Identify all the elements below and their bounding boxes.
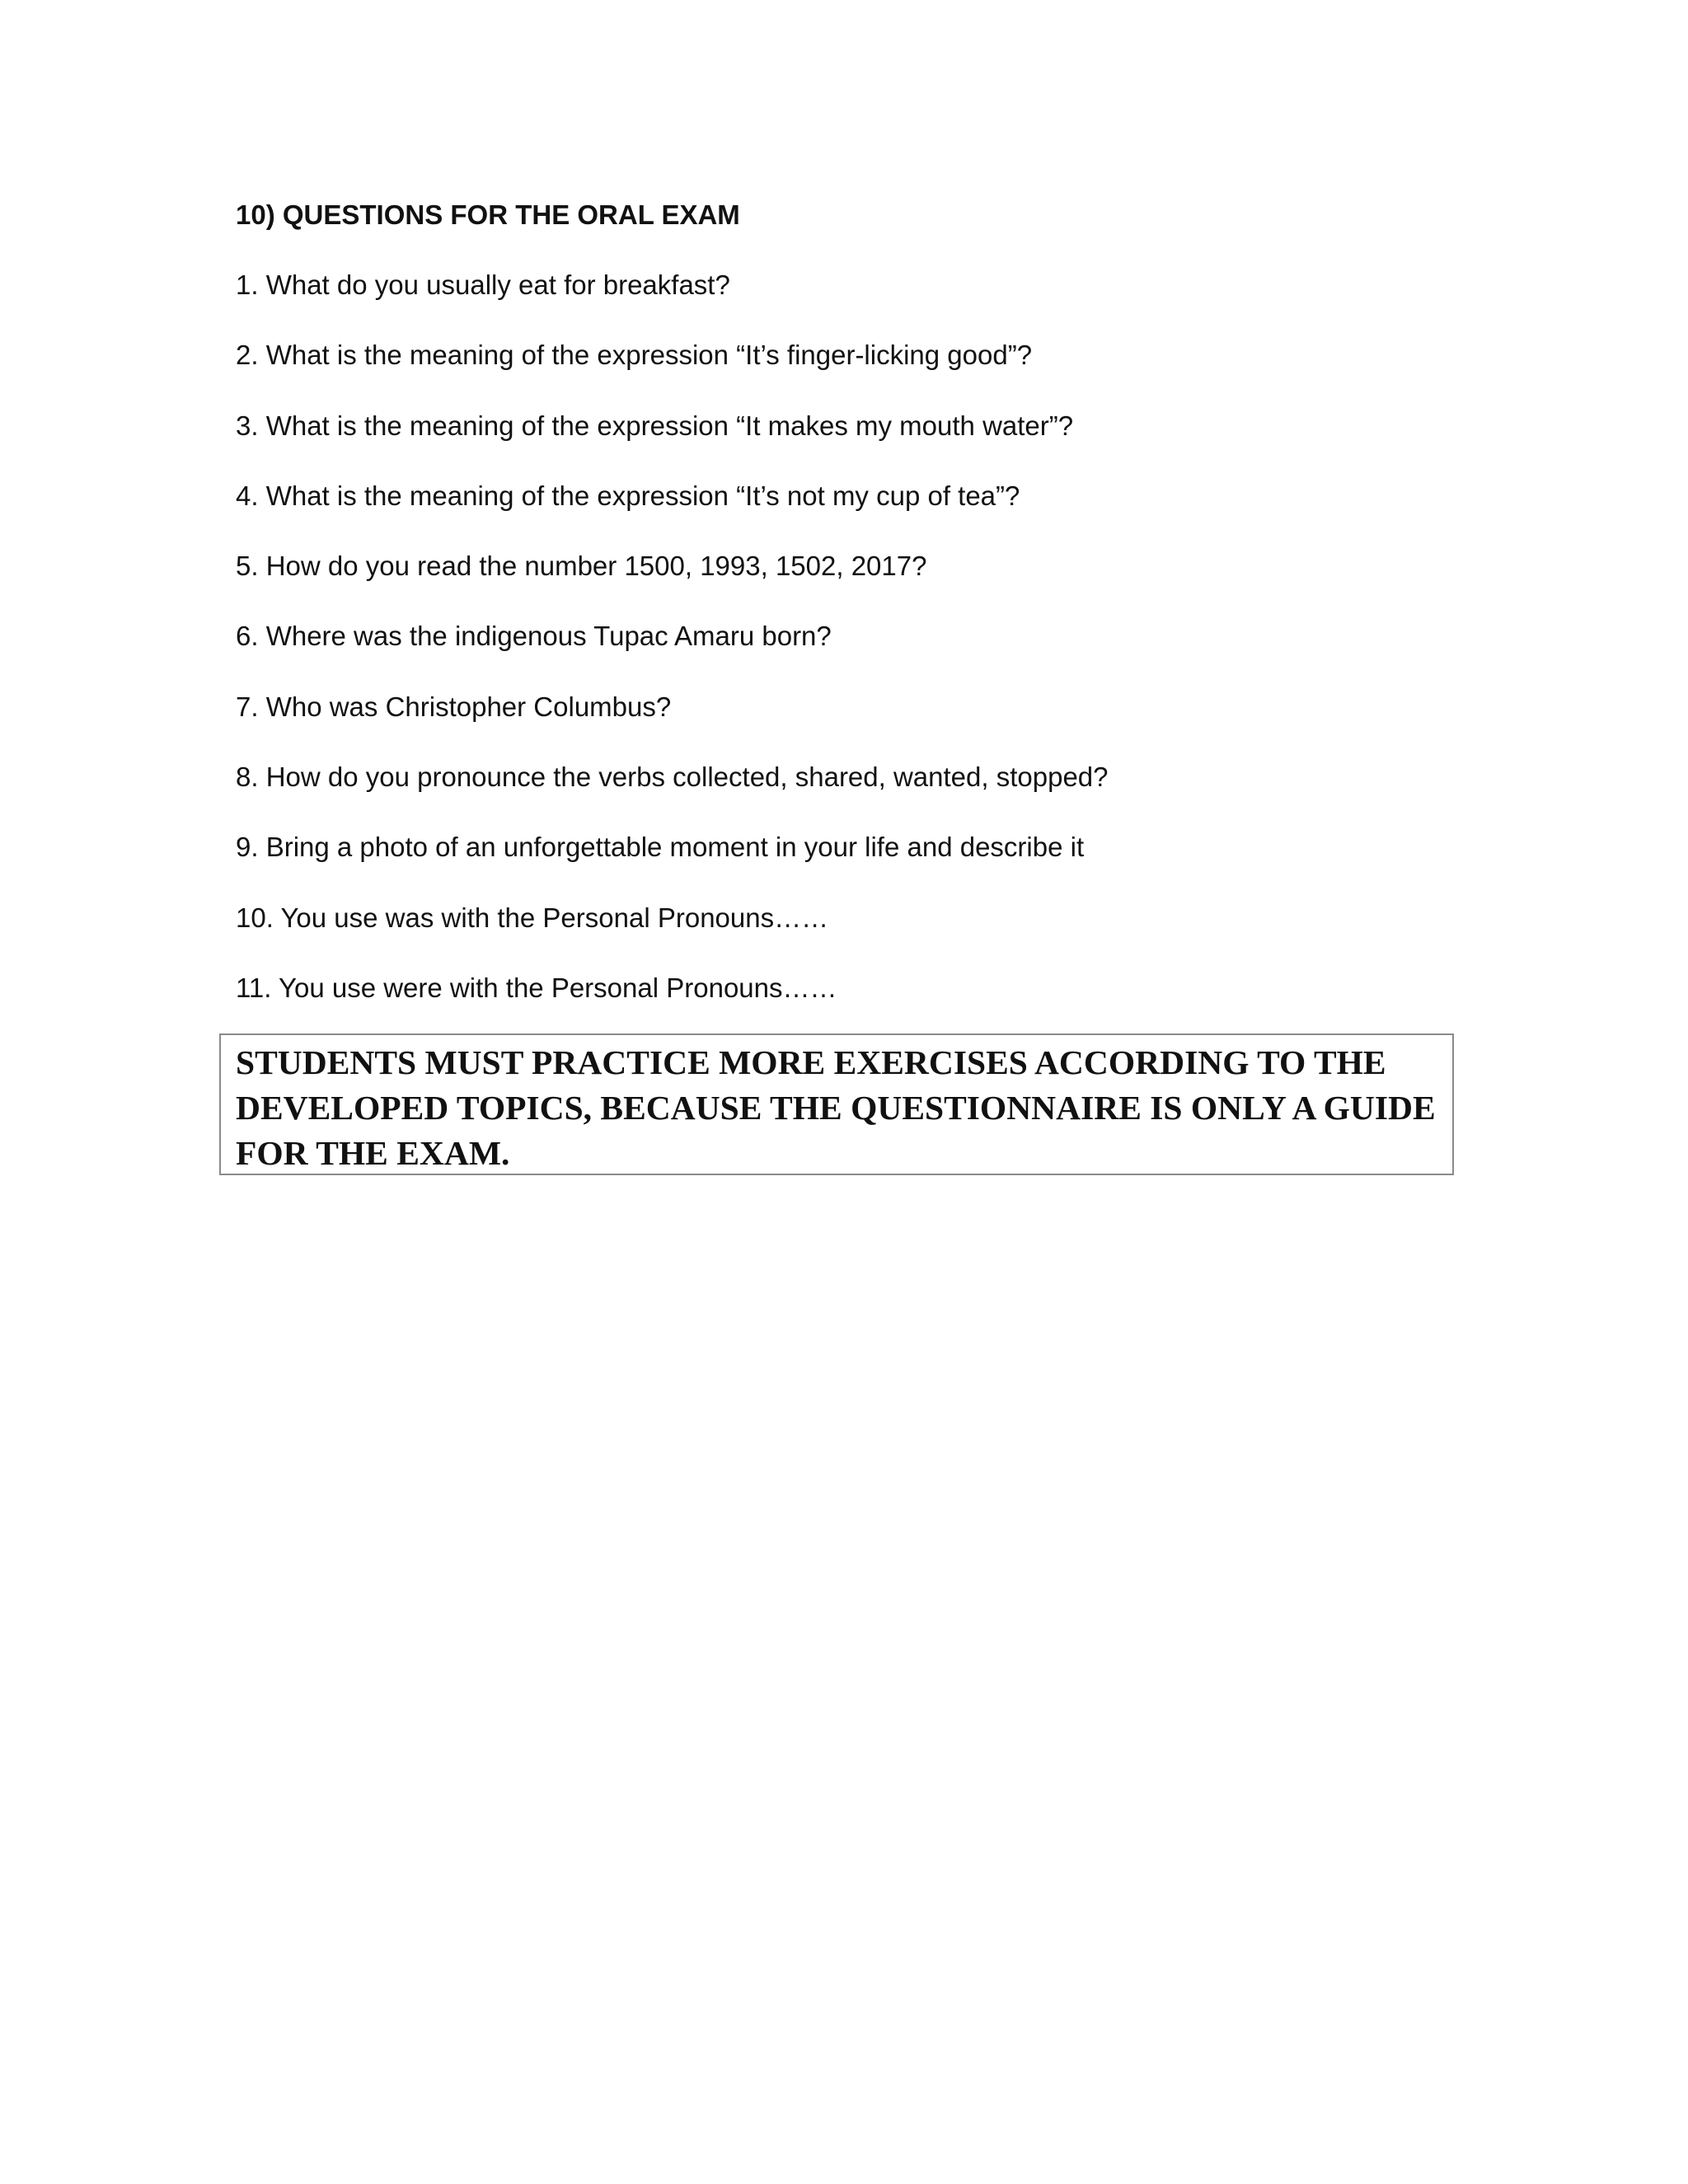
question-item-7: 7. Who was Christopher Columbus? [236,691,672,722]
exam-guide-notice-text: STUDENTS MUST PRACTICE MORE EXERCISES ACCORDING TO THE DEVELOPED TOPICS, BECAUSE THE QUESTIONNAIRE IS ONLY A GUIDE FOR THE EXAM. [236,1043,1436,1172]
question-item-2: 2. What is the meaning of the expression “It’s finger-licking good”? [236,340,1033,371]
question-item-5: 5. How do you read the number 1500, 1993, 1502, 2017? [236,551,927,582]
question-item-11: 11. You use were with the Personal Pronouns…… [236,972,837,1003]
oral-exam-question-list [236,269,1109,1042]
question-item-9: 9. Bring a photo of an unforgettable moment in your life and describe it [236,832,1085,863]
question-item-10: 10. You use was with the Personal Pronouns…… [236,902,829,933]
section-heading: 10) QUESTIONS FOR THE ORAL EXAM [236,199,740,230]
question-item-6: 6. Where was the indigenous Tupac Amaru born? [236,621,832,652]
question-item-4: 4. What is the meaning of the expression “It’s not my cup of tea”? [236,480,1020,511]
question-item-1: 1. What do you usually eat for breakfast? [236,269,730,300]
exam-guide-notice-box [219,1033,1454,1175]
question-item-3: 3. What is the meaning of the expression “It makes my mouth water”? [236,410,1074,441]
question-item-8: 8. How do you pronounce the verbs collected, shared, wanted, stopped? [236,762,1109,793]
